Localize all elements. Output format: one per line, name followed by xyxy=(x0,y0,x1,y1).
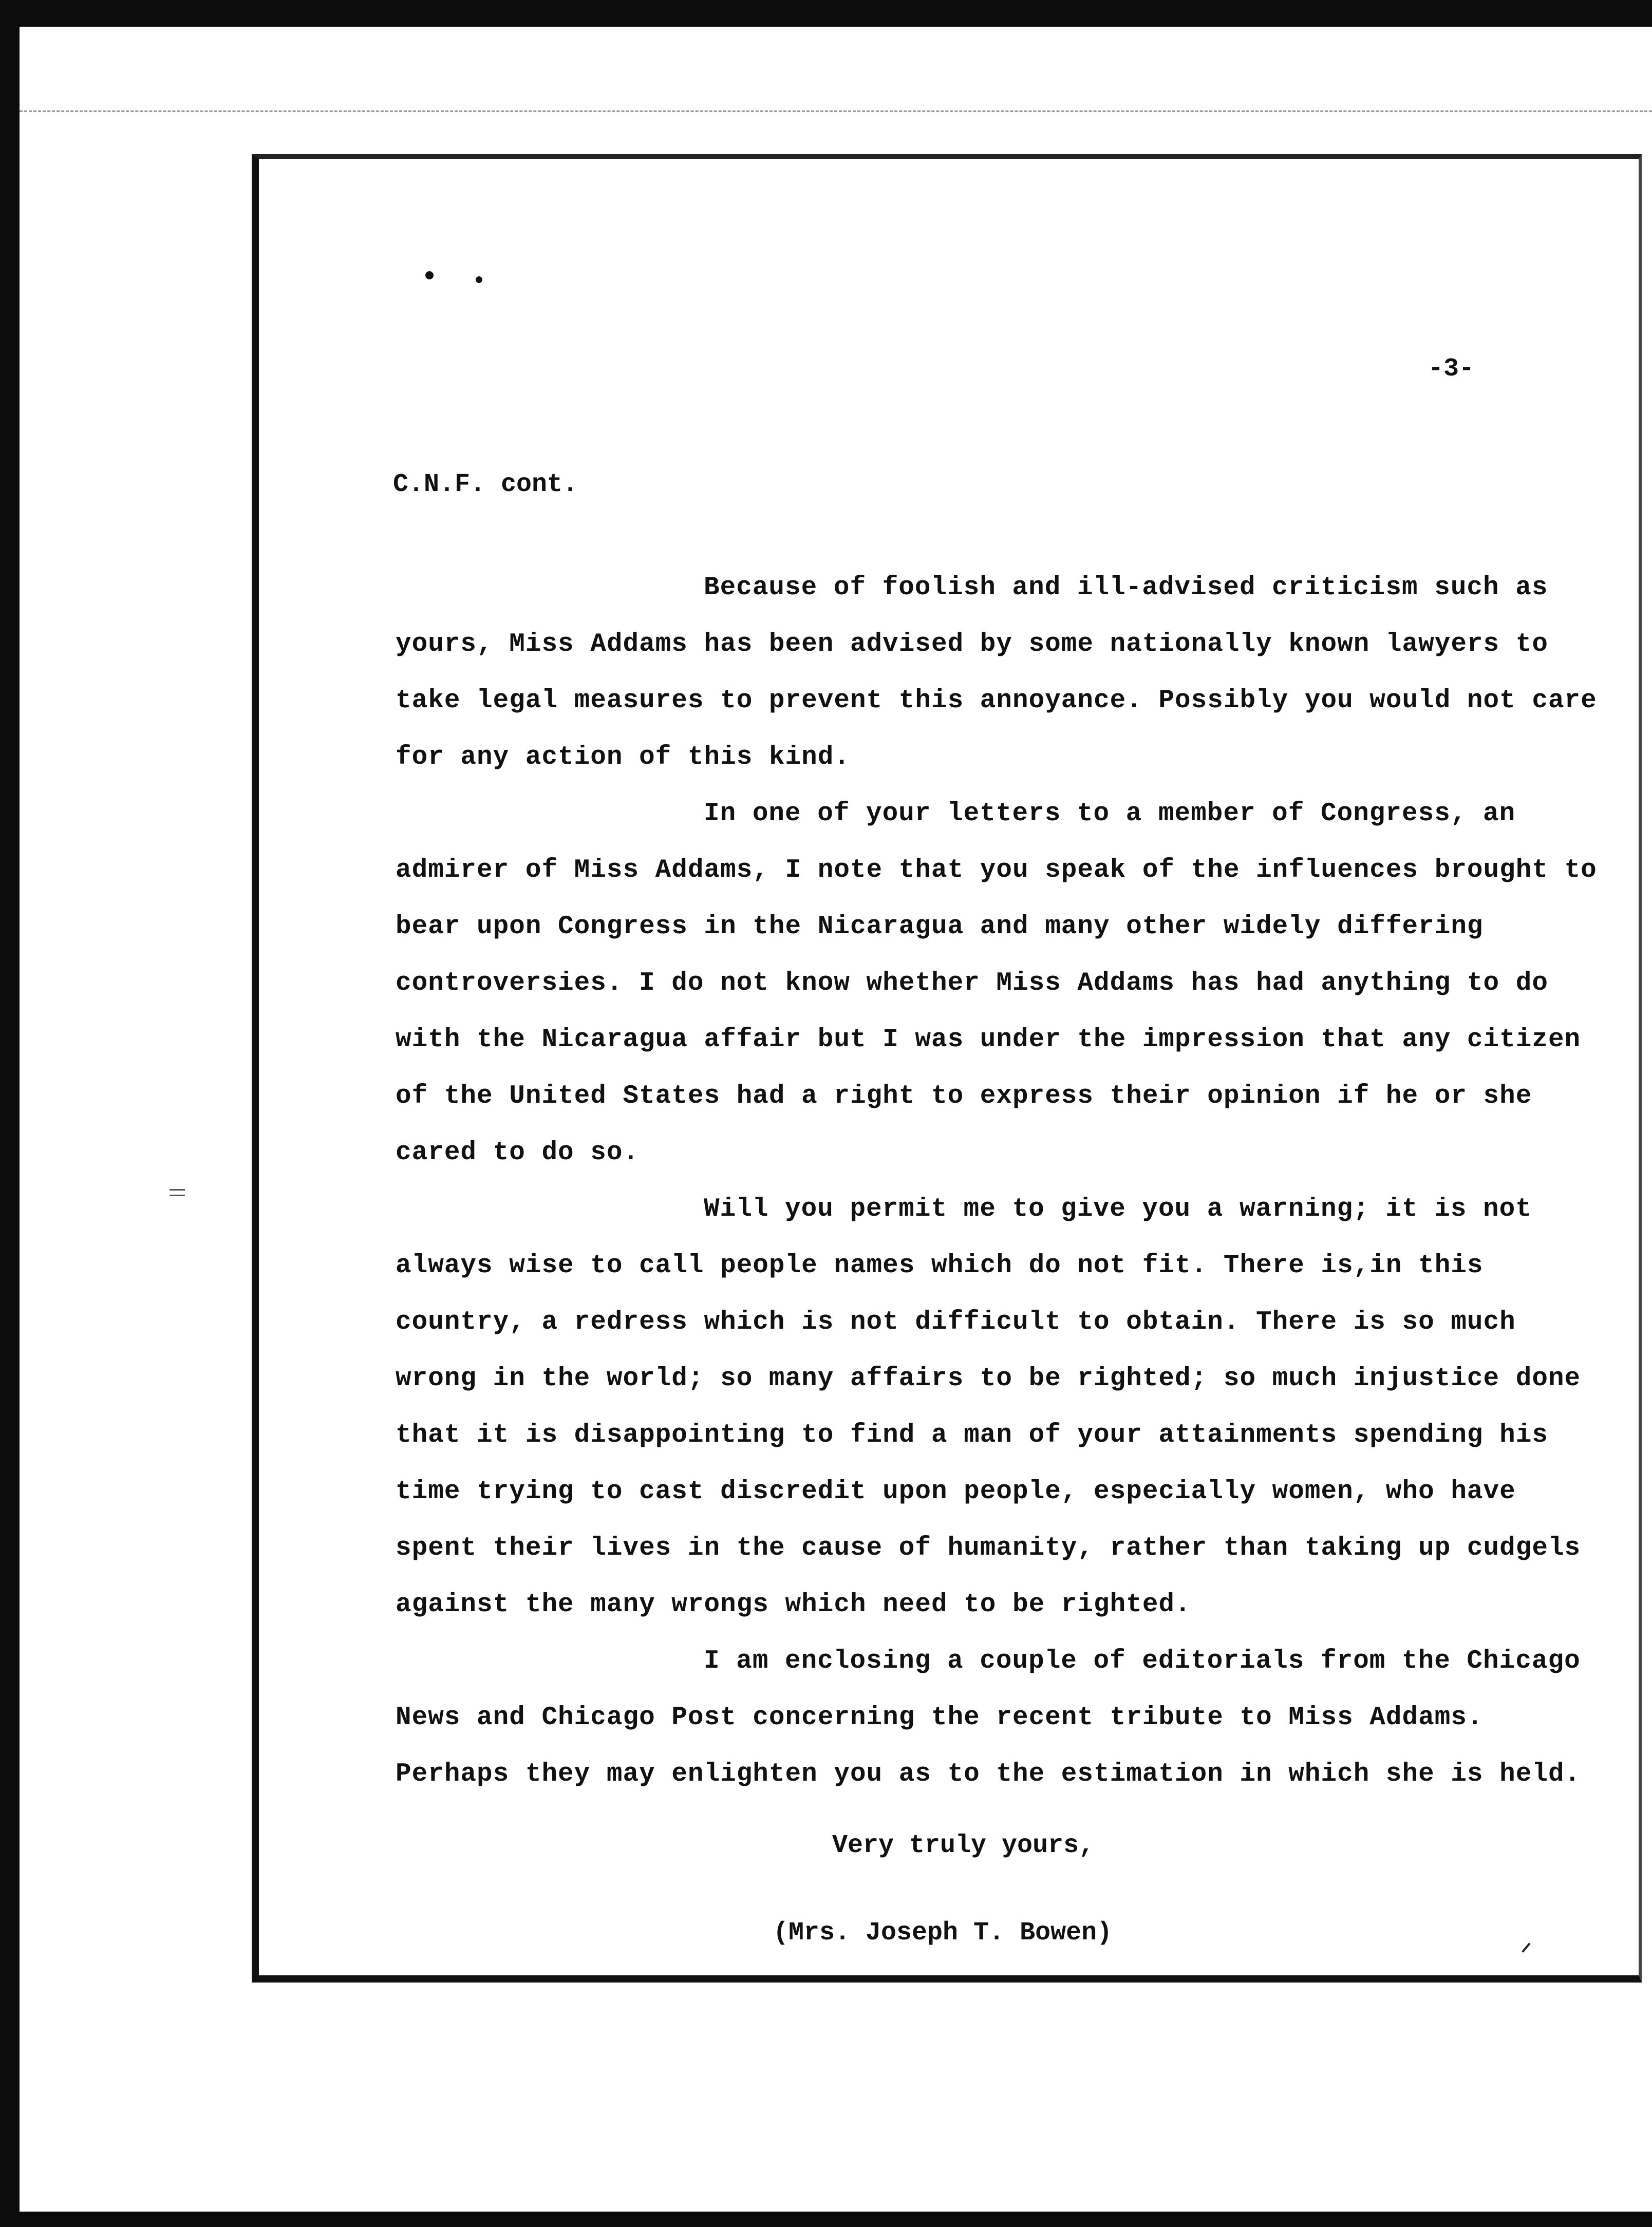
closing-salutation: Very truly yours, xyxy=(832,1831,1095,1860)
margin-mark xyxy=(170,1189,185,1196)
page-number: -3- xyxy=(1428,354,1475,384)
scan-edge-top xyxy=(0,0,1652,27)
continuation-header: C.N.F. cont. xyxy=(393,470,578,499)
ink-speck xyxy=(476,276,482,283)
ink-speck xyxy=(425,271,434,279)
paragraph: In one of your letters to a member of Congress, an admirer of Miss Addams, I note that you speak of the influences brought to bear upon Congress in the Nicaragua and many other widely differing controversies. I do not know whether Miss Addams has had anything to do with the Nicaragua affair but I was under the impression that any citizen of the United States had a right to express their opinion if he or she cared to do so. xyxy=(396,799,1597,1167)
sheet-fold-line xyxy=(20,110,1652,117)
signature: (Mrs. Joseph T. Bowen) xyxy=(773,1918,1113,1948)
letter-body xyxy=(396,560,1608,1803)
paragraph: Will you permit me to give you a warning; it is not always wise to call people names which do not fit. There is,in this country, a redress which is not difficult to obtain. There is so much wrong in the world; so many affairs to be righted; so much injustice done that it is disappointing to find a man of your attainments spending his time trying to cast discredit upon people, especially women, who have spent their lives in the cause of humanity, rather than taking up cudgels against the many wrongs which need to be righted. xyxy=(396,1195,1581,1619)
paragraph: Because of foolish and ill-advised criticism such as yours, Miss Addams has been advised by some nationally known lawyers to take legal measures to prevent this annoyance. Possibly you would not care for any action of this kind. xyxy=(396,573,1597,772)
scan-edge-left xyxy=(0,0,20,2227)
scan-edge-bottom xyxy=(0,2212,1652,2227)
paragraph: I am enclosing a couple of editorials from the Chicago News and Chicago Post concerning the recent tribute to Miss Addams. Perhaps they may enlighten you as to the estimation in which she is held. xyxy=(396,1647,1581,1789)
